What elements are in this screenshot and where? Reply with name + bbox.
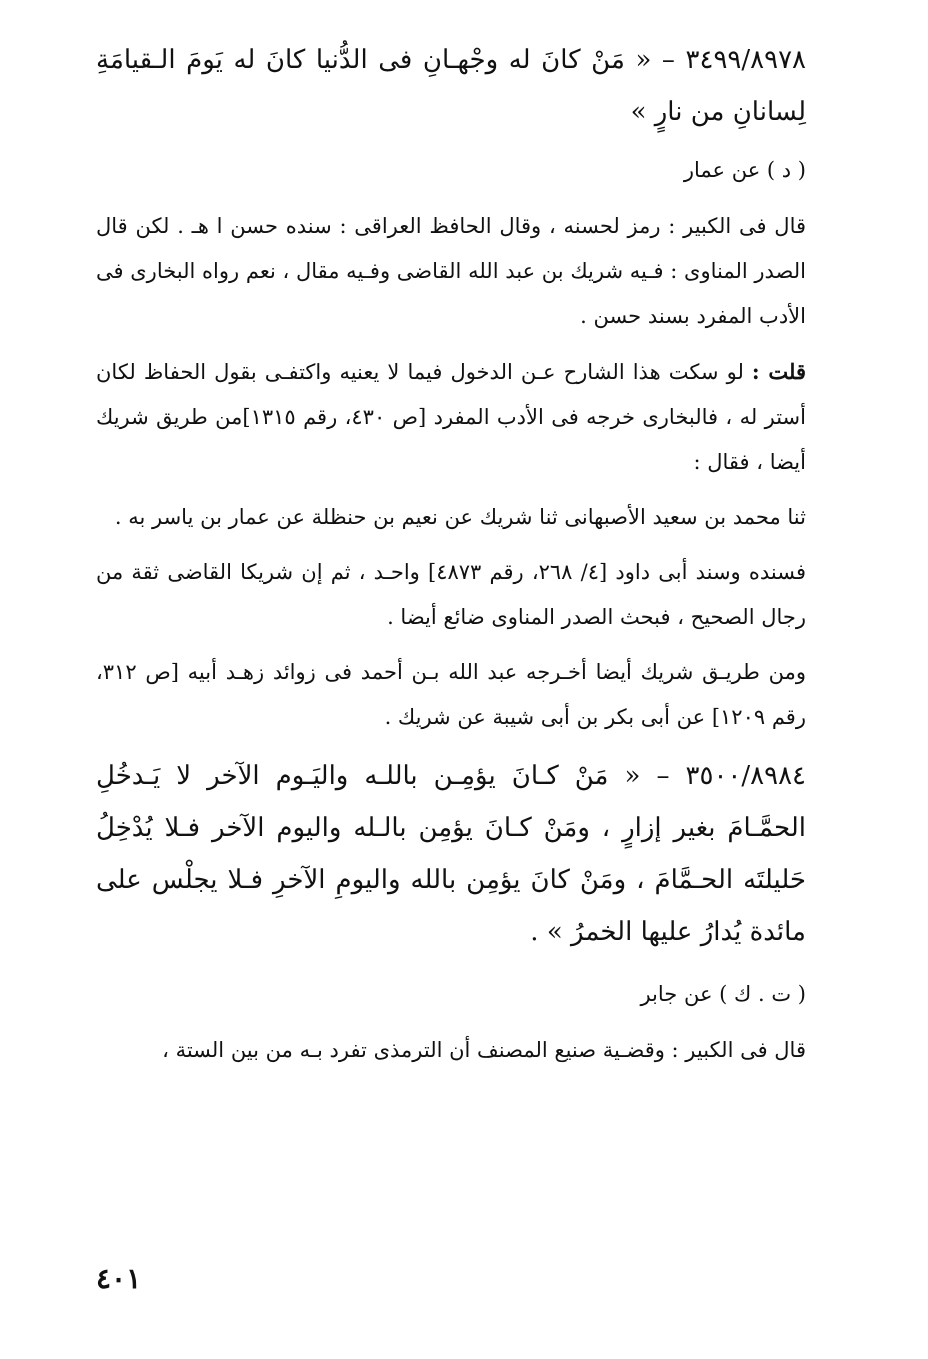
- page-number: ٤٠١: [96, 1262, 142, 1295]
- qult-paragraph: [96, 349, 806, 485]
- page-body: [96, 34, 806, 1083]
- qult-label: قلت :: [751, 359, 806, 384]
- hadith-text: « مَنْ كانَ له وجْهـانِ فى الدُّنيا كانَ له يَومَ الـقيامَةِ لِسانانِ من نارٍ »: [96, 45, 806, 127]
- commentary-paragraph: قال فى الكبير : رمز لحسنه ، وقال الحافظ العراقى : سنده حسن ا هـ . لكن قال الصدر المناوى : فـيه شريك بن عبد الله القاضى وفـيه مقال ، نعم رواه البخارى فى الأدب المفرد بسند حسن .: [96, 214, 806, 328]
- sanad-paragraph: فسنده وسند أبى داود [٤/ ٢٦٨، رقم ٤٨٧٣] واحـد ، ثم إن شريكا القاضى ثقة من رجال الصحيح ، فبحث الصدر المناوى ضائع أيضا .: [96, 560, 806, 629]
- isnad-paragraph: ثنا محمد بن سعيد الأصبهانى ثنا شريك عن نعيم بن حنظلة عن عمار بن ياسر به .: [114, 505, 806, 529]
- qult-text: لو سكت هذا الشارح عـن الدخول فيما لا يعنيه واكتفـى بقول الحفاظ لكان أستر له ، فالبخارى خرجه فى الأدب المفرد [ص ٤٣٠، رقم ١٣١٥]من طريق شريك أيضا ، فقال :: [96, 360, 806, 474]
- hadith-3499: ٣٤٩٩/٨٩٧٨ – « مَنْ كانَ له وجْهـانِ فى الدُّنيا كانَ له يَومَ الـقيامَةِ لِسانانِ من نارٍ »: [96, 45, 806, 127]
- zawaid-paragraph: ومن طريـق شريك أيضا أخـرجه عبد الله بـن أحمد فى زوائد زهـد أبيه [ص ٣١٢، رقم ١٢٠٩] عن أبى بكر بن أبى شيبة عن شريك .: [96, 660, 806, 729]
- hadith-source: ( د ) عن عمار: [683, 158, 806, 182]
- hadith-3500: ٣٥٠٠/٨٩٨٤ – « مَنْ كـانَ يؤمِـن باللـه واليَـوم الآخر لا يَـدخُلِ الحمَّـامَ بغير إزارٍ ، ومَنْ كـانَ يؤمِن بالـله واليوم الآخر فـلا يُدْخِلُ حَليلتَه الحـمَّامَ ، ومَنْ كانَ يؤمِن بالله واليومِ الآخرِ فـلا يجلْس على مائدة يُدارُ عليها الخمرُ » .: [96, 761, 806, 947]
- hadith-number: ٣٤٩٩/٨٩٧٨: [685, 45, 806, 75]
- commentary-paragraph: قال فى الكبير : وقضـية صنيع المصنف أن الترمذى تفرد بـه من بين الستة ،: [162, 1038, 806, 1062]
- hadith-number: ٣٥٠٠/٨٩٨٤: [685, 761, 806, 791]
- hadith-text: « مَنْ كـانَ يؤمِـن باللـه واليَـوم الآخر لا يَـدخُلِ الحمَّـامَ بغير إزارٍ ، ومَنْ كـانَ يؤمِن بالـله واليوم الآخر فـلا يُدْخِلُ حَليلتَه الحـمَّامَ ، ومَنْ كانَ يؤمِن بالله واليومِ الآخرِ فـلا يجلْس على مائدة يُدارُ عليها الخمرُ » .: [96, 761, 806, 947]
- hadith-source: ( ت . ك ) عن جابر: [640, 982, 806, 1006]
